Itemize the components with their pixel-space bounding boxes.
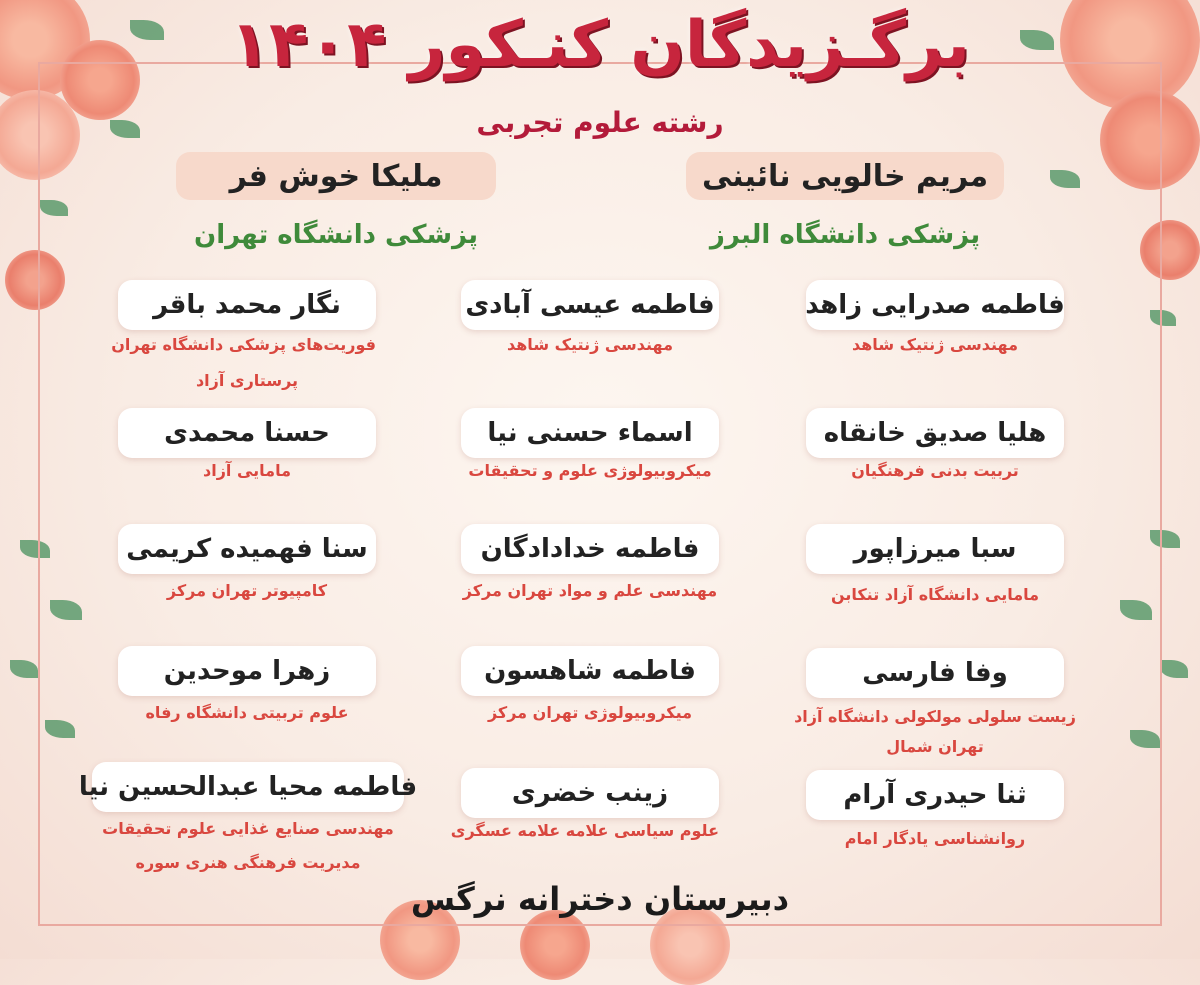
honoree-card: ثنا حیدری آرام (806, 770, 1064, 820)
honoree-field: فوریت‌های پزشکی دانشگاه تهران (111, 335, 376, 354)
honoree-field: مهندسی ژنتیک شاهد (851, 335, 1019, 354)
honoree-field: مدیریت فرهنگی هنری سوره (135, 853, 361, 872)
top-honoree-1-field: پزشکی دانشگاه البرز (709, 220, 981, 250)
honoree-field: تهران شمال (886, 737, 984, 756)
honoree-card: فاطمه محیا عبدالحسین نیا (92, 762, 404, 812)
honoree-card: حسنا محمدی (118, 408, 376, 458)
honoree-field: مهندسی صنایع غذایی علوم تحقیقات (102, 819, 394, 838)
honoree-card: نگار محمد باقر (118, 280, 376, 330)
honoree-field: تربیت بدنی فرهنگیان (851, 461, 1019, 480)
honoree-field: میکروبیولوژی تهران مرکز (487, 703, 693, 722)
honoree-card: اسماء حسنی نیا (461, 408, 719, 458)
honoree-field: میکروبیولوژی علوم و تحقیقات (468, 461, 712, 480)
top-honoree-2-field: پزشکی دانشگاه تهران (194, 220, 478, 250)
honoree-card: هلیا صدیق خانقاه (806, 408, 1064, 458)
honoree-card: فاطمه خدادادگان (461, 524, 719, 574)
honoree-card: سنا فهمیده کریمی (118, 524, 376, 574)
top-honoree-2-name: ملیکا خوش فر (176, 152, 496, 200)
honoree-field: مامایی آزاد (203, 461, 291, 480)
honoree-field: مهندسی علم و مواد تهران مرکز (462, 581, 718, 600)
top-honoree-1-name: مریم خالویی نائینی (686, 152, 1004, 200)
honoree-card: زینب خضری (461, 768, 719, 818)
page-subtitle: رشته علوم تجربی (476, 106, 724, 139)
honoree-card: فاطمه عیسی آبادی (461, 280, 719, 330)
honoree-field: علوم سیاسی علامه علامه عسگری (450, 821, 719, 840)
honoree-field: مهندسی ژنتیک شاهد (506, 335, 674, 354)
honoree-field: پرستاری آزاد (195, 371, 299, 390)
honoree-field: مامایی دانشگاه آزاد تنکابن (830, 585, 1040, 604)
honoree-card: زهرا موحدین (118, 646, 376, 696)
school-name: دبیرستان دخترانه نرگس (410, 880, 790, 918)
honoree-card: فاطمه شاهسون (461, 646, 719, 696)
honoree-card: سبا میرزاپور (806, 524, 1064, 574)
honoree-card: وفا فارسی (806, 648, 1064, 698)
honoree-card: فاطمه صدرایی زاهد (806, 280, 1064, 330)
honoree-field: روانشناسی یادگار امام (844, 829, 1026, 848)
honoree-field: زیست سلولی مولکولی دانشگاه آزاد (794, 707, 1076, 726)
honoree-field: کامپیوتر تهران مرکز (166, 581, 328, 600)
page-title: برگـزیدگان کنـکور ۱۴۰۴ (230, 8, 970, 82)
honoree-field: علوم تربیتی دانشگاه رفاه (145, 703, 349, 722)
